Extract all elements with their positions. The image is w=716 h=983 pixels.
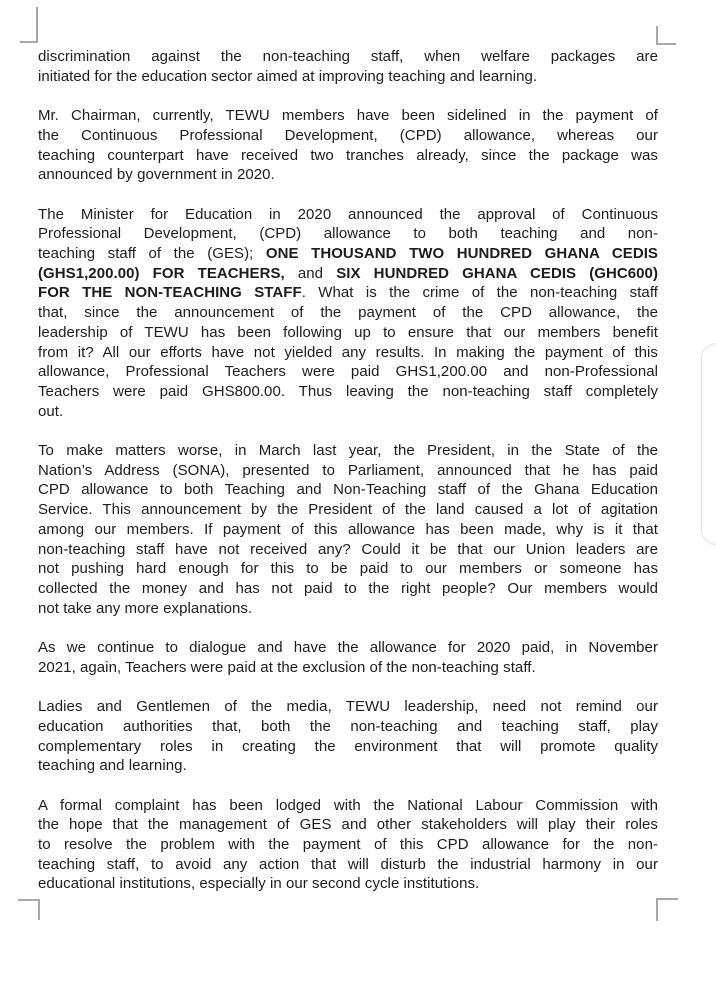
text-line [38, 480, 658, 500]
crop-corner-bottom-left-icon [18, 899, 40, 920]
text-segment: 2021, again, Teachers were paid at the exclusion of the non-teaching staff. [38, 658, 536, 676]
text-line [38, 737, 658, 757]
text-segment: non-teaching staff have not received any? Could it be that our Union leaders are [38, 540, 658, 558]
text-segment: and [284, 264, 337, 282]
text-line [38, 835, 658, 855]
text-line [38, 323, 658, 343]
crop-corner-bottom-right-icon [656, 898, 678, 921]
text-line [38, 520, 658, 540]
text-segment: the hope that the management of GES and other stakeholders will play their roles [38, 816, 658, 834]
paragraph [38, 441, 658, 618]
text-line [38, 244, 658, 264]
crop-corner-top-right-icon [656, 26, 676, 45]
paragraph [38, 106, 658, 185]
text-segment: Teachers were paid GHS800.00. Thus leaving the non-teaching staff completely [38, 382, 658, 400]
crop-corner-top-left-icon [20, 7, 38, 43]
text-segment: teaching and learning. [38, 757, 187, 775]
text-segment: out. [38, 402, 64, 420]
text-segment: the Continuous Professional Development, (CPD) allowance, whereas our [38, 126, 658, 144]
text-segment: As we continue to dialogue and have the allowance for 2020 paid, in November [38, 639, 658, 657]
text-segment: CPD allowance to both Teaching and Non-Teaching staff of the Ghana Education [38, 481, 658, 499]
text-segment: not take any more explanations. [38, 599, 253, 617]
edge-panel-handle[interactable] [701, 343, 716, 545]
text-segment: leadership of TEWU has been following up to ensure that our members benefit [38, 323, 658, 341]
text-segment: A formal complaint has been lodged with the National Labour Commission with [38, 796, 658, 814]
text-line [38, 343, 658, 363]
text-line [38, 264, 658, 284]
text-segment: to resolve the problem with the payment of this CPD allowance for the non- [38, 836, 658, 854]
text-segment: teaching staff, to avoid any action that will disturb the industrial harmony in our [38, 855, 658, 873]
text-line [38, 303, 658, 323]
bold-text-segment: SIX HUNDRED GHANA CEDIS (GHC600) [336, 264, 658, 282]
paragraph [38, 697, 658, 776]
text-segment: teaching staff of the (GES); [38, 245, 266, 262]
text-segment: To make matters worse, in March last year, the President, in the State of the [38, 442, 658, 460]
text-segment: among our members. If payment of this allowance has been made, why is it that [38, 520, 658, 538]
text-segment: Ladies and Gentlemen of the media, TEWU leadership, need not remind our [38, 698, 658, 716]
document-text [38, 47, 658, 894]
bold-text-segment: (GHS1,200.00) FOR TEACHERS, [38, 264, 285, 282]
text-line [38, 106, 658, 126]
text-segment: not pushing hard enough for this to be paid to our members or someone has [38, 560, 658, 578]
text-segment: The Minister for Education in 2020 announced the approval of Continuous [38, 205, 658, 223]
text-segment: education authorities that, both the non-teaching and teaching staff, play [38, 717, 658, 735]
text-segment: Professional Development, (CPD) allowance to both teaching and non- [38, 225, 658, 243]
text-segment: discrimination against the non-teaching staff, when welfare packages are [38, 48, 658, 65]
text-line [38, 500, 658, 520]
text-line [38, 658, 658, 678]
text-line [38, 441, 658, 461]
text-line [38, 599, 658, 619]
text-line [38, 540, 658, 560]
bold-text-segment: FOR THE NON-TEACHING STAFF [38, 284, 302, 302]
paragraph [38, 638, 658, 677]
text-segment: Service. This announcement by the President of the land caused a lot of agitation [38, 501, 658, 519]
text-line [38, 382, 658, 402]
text-segment: allowance, Professional Teachers were paid GHS1,200.00 and non-Professional [38, 363, 658, 381]
paragraph [38, 205, 658, 422]
text-segment: Mr. Chairman, currently, TEWU members have been sidelined in the payment of [38, 107, 658, 125]
text-line [38, 146, 658, 166]
text-line [38, 579, 658, 599]
text-segment: initiated for the education sector aimed at improving teaching and learning. [38, 67, 538, 85]
text-line [38, 362, 658, 382]
text-segment: teaching counterpart have received two tranches already, since the package was [38, 146, 658, 164]
paragraph [38, 796, 658, 895]
text-line [38, 855, 658, 875]
text-segment: that, since the announcement of the payment of the CPD allowance, the [38, 304, 658, 322]
text-segment: educational institutions, especially in our second cycle institutions. [38, 875, 480, 893]
text-segment: announced by government in 2020. [38, 166, 275, 184]
paragraph [38, 47, 658, 86]
text-segment: complementary roles in creating the environment that will promote quality [38, 737, 658, 755]
text-line [38, 559, 658, 579]
text-line [38, 205, 658, 225]
text-line [38, 47, 658, 67]
text-line [38, 283, 658, 303]
text-segment: Nation’s Address (SONA), presented to Parliament, announced that he has paid [38, 461, 658, 479]
text-line [38, 67, 658, 87]
text-line [38, 874, 658, 894]
text-line [38, 638, 658, 658]
text-line [38, 165, 658, 185]
text-line [38, 402, 658, 422]
text-line [38, 815, 658, 835]
text-segment: . What is the crime of the non-teaching staff [301, 284, 658, 302]
text-line [38, 756, 658, 776]
text-line [38, 461, 658, 481]
text-segment: from it? All our efforts have not yielded any results. In making the payment of this [38, 343, 658, 361]
text-line [38, 717, 658, 737]
text-line [38, 796, 658, 816]
bold-text-segment: ONE THOUSAND TWO HUNDRED GHANA CEDIS [265, 245, 658, 262]
text-line [38, 697, 658, 717]
text-segment: collected the money and has not paid to the right people? Our members would [38, 579, 658, 597]
text-line [38, 126, 658, 146]
text-line [38, 224, 658, 244]
